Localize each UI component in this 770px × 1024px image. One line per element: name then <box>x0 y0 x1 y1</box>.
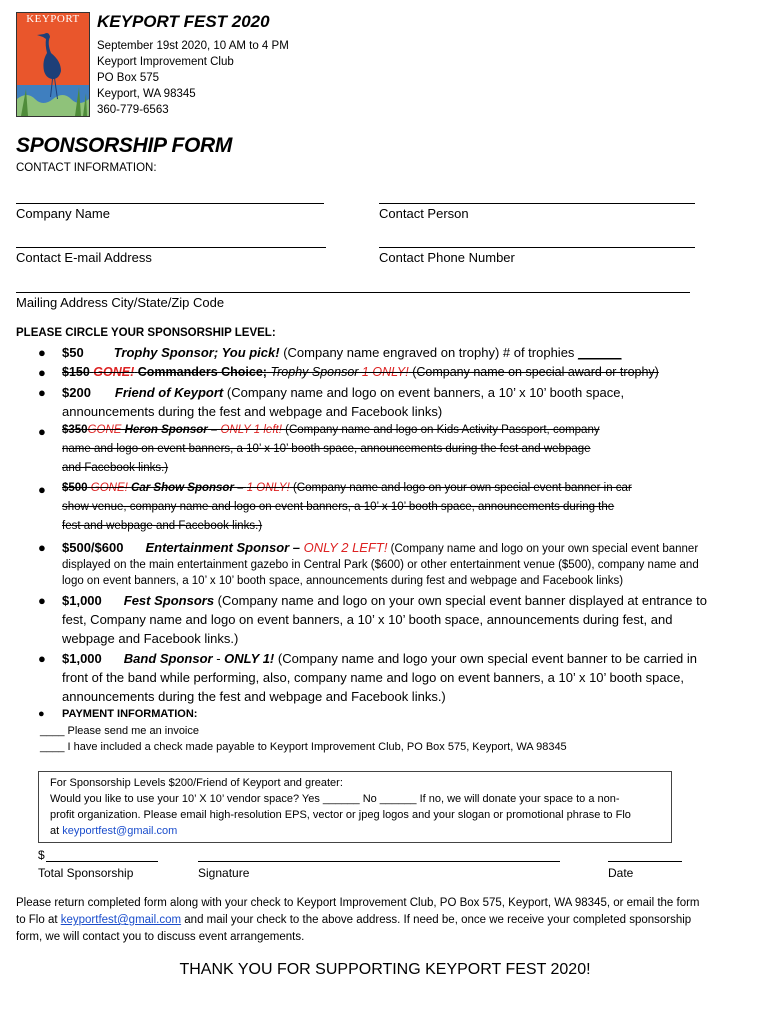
level-desc-cont: announcements during the fest and webpage and Facebook links.) <box>62 689 446 704</box>
return-instructions-line2 <box>16 914 691 926</box>
check-option[interactable]: ____ I have included a check made payable to Keyport Improvement Club, PO Box 575, Keyport, WA 98345 <box>40 741 567 753</box>
only-label: 1 ONLY! <box>246 482 290 494</box>
only-label: ONLY 1! <box>224 651 275 666</box>
bullet-icon: ● <box>38 424 46 439</box>
dash: - <box>212 651 225 666</box>
bullet-icon: ● <box>38 593 46 608</box>
level-desc-cont: fest and webpage and Facebook links.) <box>62 520 263 532</box>
date-field[interactable] <box>608 861 682 862</box>
contact-phone-field[interactable] <box>379 247 695 248</box>
contact-person-field[interactable] <box>379 203 695 204</box>
phone-line: 360-779-6563 <box>97 104 169 116</box>
level-desc: (Company name and logo your own special event banner to be carried in <box>274 651 698 666</box>
contact-phone-label: Contact Phone Number <box>379 250 515 265</box>
thank-you-message: THANK YOU FOR SUPPORTING KEYPORT FEST 2020! <box>179 961 591 978</box>
only-label: ONLY 2 LEFT! <box>300 540 388 555</box>
logo-text: KEYPORT <box>26 13 80 25</box>
contact-email-label: Contact E-mail Address <box>16 250 152 265</box>
keyport-heron-logo <box>16 12 90 117</box>
signature-field[interactable] <box>198 861 560 862</box>
bullet-icon: ● <box>38 708 45 720</box>
bullet-icon: ● <box>38 345 46 360</box>
level-price: $1,000 <box>62 651 102 666</box>
level-desc-cont: name and logo on event banners, a 10’ x 10’ booth space, announcements during the fest and webpage <box>62 443 591 455</box>
level-price: $150 <box>62 365 90 379</box>
mailing-address-label: Mailing Address City/State/Zip Code <box>16 295 225 310</box>
level-desc: (Company name on special award or trophy) <box>408 365 659 379</box>
company-name-label: Company Name <box>16 206 110 221</box>
invoice-option[interactable]: ____ Please send me an invoice <box>40 725 199 737</box>
dash: – <box>233 482 247 494</box>
level-desc-cont: show venue, company name and logo on event banners, a 10’ x 10’ booth space, announcements during the <box>62 501 615 513</box>
level-name: Fest Sponsors <box>123 593 215 608</box>
level-price: $50 <box>62 345 84 360</box>
level-desc-cont: and Facebook links.) <box>62 462 169 474</box>
footer-text: to Flo at <box>16 914 61 926</box>
dollar-sign: $ <box>38 848 45 862</box>
gone-label: GONE <box>87 424 122 436</box>
contact-person-label: Contact Person <box>379 206 469 221</box>
level-price: $500 <box>62 482 88 494</box>
return-instructions-line3: form, we will contact you to discuss event arrangements. <box>16 931 305 943</box>
contact-heading: CONTACT INFORMATION: <box>16 162 157 174</box>
vendor-space-question[interactable]: Would you like to use your 10’ X 10’ vendor space? Yes ______ No ______ If no, we will donate your space to a non- <box>50 793 620 805</box>
level-desc-cont: logo on event banners, a 10’ x 10’ booth space, announcements during fest and webpage and Facebook links) <box>62 575 624 587</box>
level-price: $350 <box>62 424 88 436</box>
event-date-line: September 19st 2020, 10 AM to 4 PM <box>97 40 289 52</box>
footer-text: and mail your check to the above address. If need be, once we receive your completed sponsorship <box>181 914 692 926</box>
level-desc-cont: fest, Company name and logo on event banners, a 10’ x 10’ booth space, announcements during fest, and <box>62 612 673 627</box>
signature-label: Signature <box>198 866 250 880</box>
level-price: $200 <box>62 385 91 400</box>
contact-email-field[interactable] <box>16 247 326 248</box>
bullet-icon: ● <box>38 651 46 666</box>
organizer-line: Keyport Improvement Club <box>97 56 234 68</box>
level-desc-cont: displayed on the main entertainment gazebo in Central Park ($600) or other entertainment venue ($500), company name and <box>62 559 699 571</box>
email-link[interactable]: keyportfest@gmail.com <box>62 825 178 837</box>
level-price: $500/$600 <box>62 540 124 555</box>
trophy-count-blank[interactable]: ______ <box>578 345 622 360</box>
vendor-box-text: profit organization. Please email high-resolution EPS, vector or jpeg logos and your slogan or promotional phrase to Flo <box>50 809 631 821</box>
level-desc: Trophy Sponsor <box>266 365 359 379</box>
level-desc: (Company name and logo on your own special event banner in car <box>289 482 632 494</box>
level-name: Entertainment Sponsor – <box>145 540 301 555</box>
vendor-box-text: at <box>50 825 63 837</box>
city-line: Keyport, WA 98345 <box>97 88 196 100</box>
bullet-icon: ● <box>38 385 46 400</box>
level-desc: (Company name and logo on event banners, a 10’ x 10’ booth space, <box>223 385 625 400</box>
level-desc: (Company name and logo on your own special event banner <box>387 543 699 555</box>
only-label: 1 ONLY! <box>358 365 409 379</box>
vendor-box-heading: For Sponsorship Levels $200/Friend of Keyport and greater: <box>50 777 343 789</box>
dash: – <box>207 424 221 436</box>
level-name: Commanders Choice; <box>137 365 267 379</box>
level-desc-cont: webpage and Facebook links.) <box>62 631 239 646</box>
level-desc: (Company name and logo on your own special event banner displayed at entrance to <box>214 593 707 608</box>
total-sponsorship-label: Total Sponsorship <box>38 866 134 880</box>
gone-label: GONE! <box>93 365 135 379</box>
level-name: Band Sponsor <box>123 651 213 666</box>
bullet-icon: ● <box>38 365 46 380</box>
gone-label: GONE! <box>87 482 132 494</box>
vendor-space-box <box>38 771 672 843</box>
bullet-icon: ● <box>38 482 46 497</box>
level-name: Car Show Sponsor <box>131 482 234 494</box>
total-sponsorship-field[interactable] <box>46 861 158 862</box>
level-desc-cont: front of the band while performing, also, company name and logo on event banners, a 10’ x 10’ booth space, <box>62 670 684 685</box>
mailing-address-field[interactable] <box>16 292 690 293</box>
company-name-field[interactable] <box>16 203 324 204</box>
level-name: Trophy Sponsor; You pick! <box>113 345 280 360</box>
circle-level-heading: PLEASE CIRCLE YOUR SPONSORSHIP LEVEL: <box>16 327 276 339</box>
level-desc: (Company name engraved on trophy) # of trophies <box>279 345 579 360</box>
level-desc-cont: announcements during the fest and webpage and Facebook links) <box>62 404 443 419</box>
payment-heading: PAYMENT INFORMATION: <box>62 708 198 720</box>
form-title: SPONSORSHIP FORM <box>16 134 233 157</box>
level-desc: (Company name and logo on Kids Activity Passport, company <box>285 424 600 436</box>
date-label: Date <box>608 866 634 880</box>
email-link[interactable]: keyportfest@gmail.com <box>60 914 182 926</box>
level-price: $1,000 <box>62 593 102 608</box>
return-instructions-line1: Please return completed form along with your check to Keyport Improvement Club, PO Box 575, Keyport, WA 98345, or email the form <box>16 897 700 909</box>
only-label: ONLY 1 left! <box>220 424 286 436</box>
po-box-line: PO Box 575 <box>97 72 160 84</box>
level-name: Friend of Keyport <box>114 385 224 400</box>
level-name: Heron Sponsor <box>121 424 208 436</box>
event-title: KEYPORT FEST 2020 <box>97 12 270 31</box>
bullet-icon: ● <box>38 540 46 555</box>
